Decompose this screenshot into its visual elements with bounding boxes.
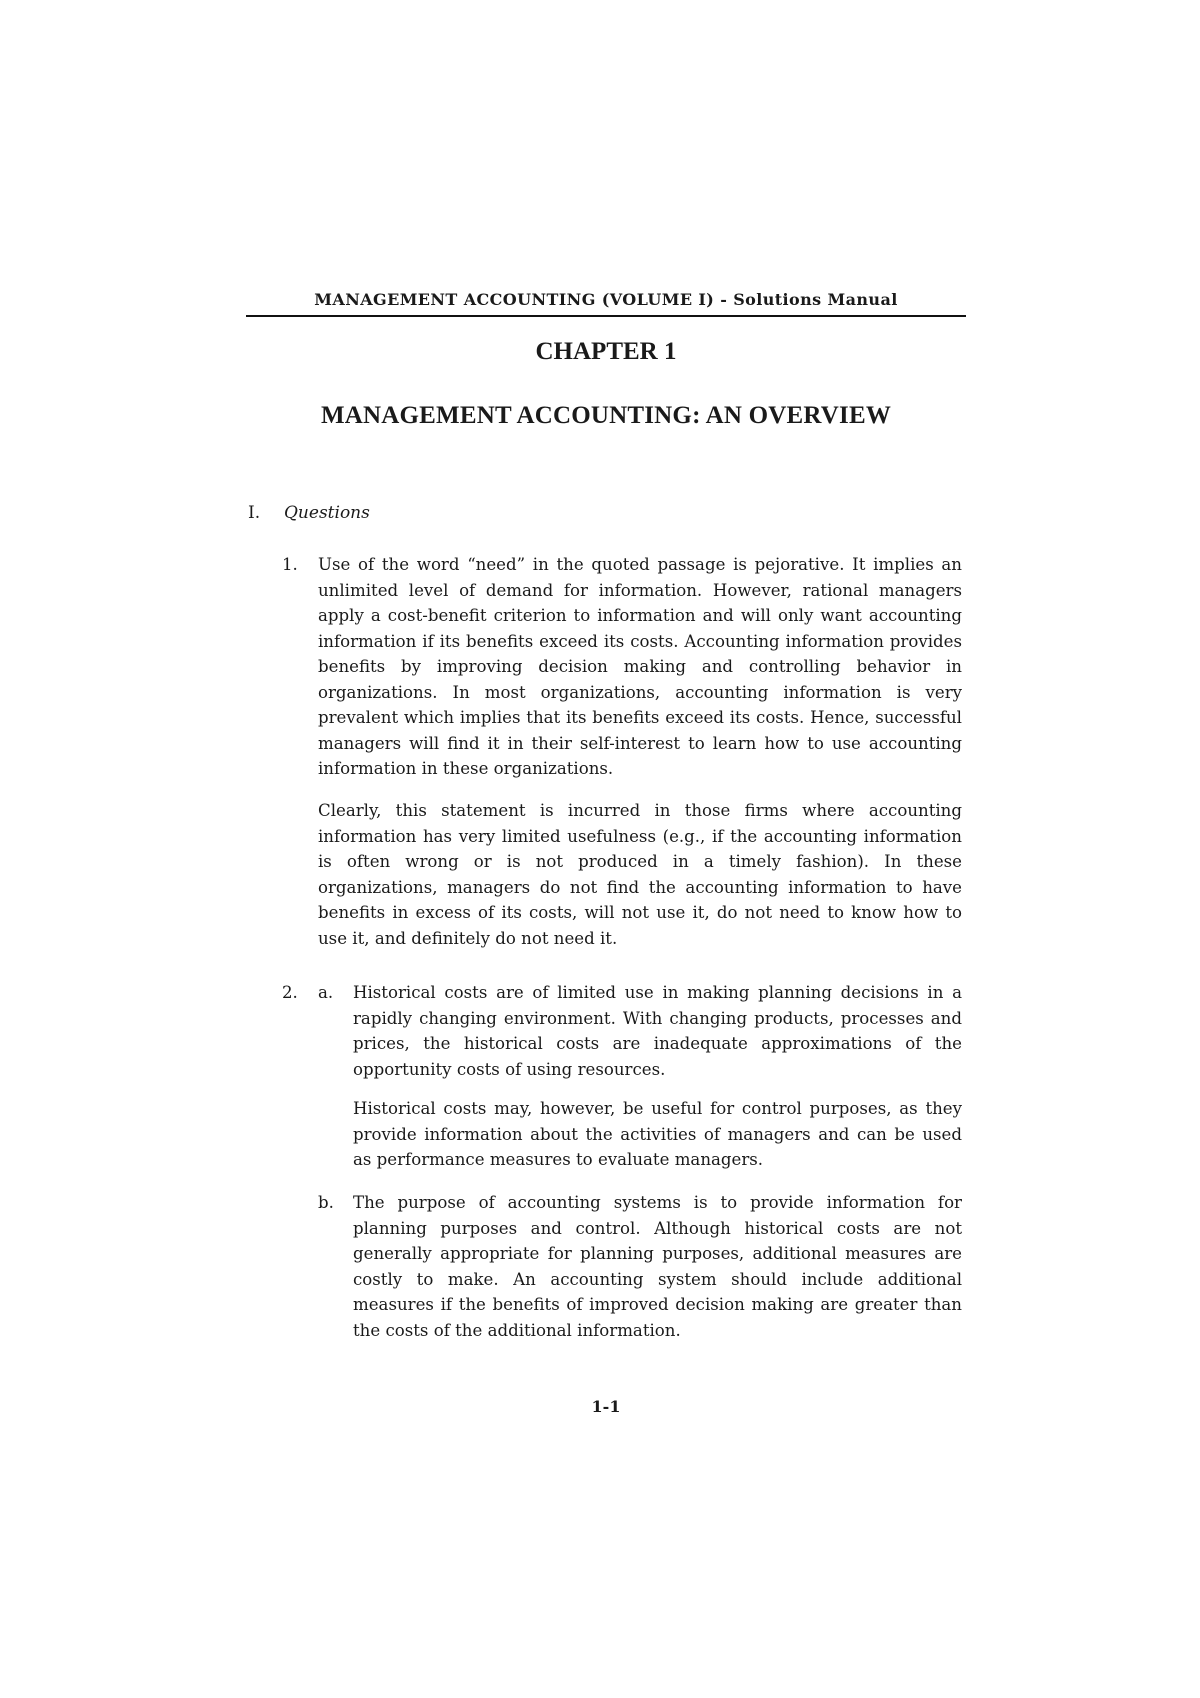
- section-heading: [248, 503, 370, 523]
- question-1-paragraph-2: Clearly, this statement is incurred in those firms where accounting information has very limited usefulness (e.g., if the accounting information is often wrong or is not produced in a timely fashion). In these organizations, managers do not find the accounting information to have benefits in excess of its costs, will not use it, do not need to know how to use it, and definitely do not need it.: [318, 801, 962, 948]
- running-header: MANAGEMENT ACCOUNTING (VOLUME I) - Solutions Manual: [314, 290, 898, 309]
- question-2b-letter: b.: [318, 1193, 334, 1212]
- chapter-subtitle: MANAGEMENT ACCOUNTING: AN OVERVIEW: [320, 402, 892, 429]
- question-2a-letter: a.: [318, 983, 334, 1002]
- question-2-number: 2.: [282, 983, 298, 1002]
- section-number: I.: [248, 503, 261, 523]
- page-number: 1-1: [591, 1397, 621, 1416]
- section-label: Questions: [284, 503, 370, 523]
- question-1-paragraph-1: Use of the word “need” in the quoted passage is pejorative. It implies an unlimited level of demand for information. However, rational managers apply a cost-benefit criterion to information and will only want accounting information if its benefits exceed its costs. Accounting information provides benefits by improving decision making and controlling behavior in organizations. In most organizations, accounting information is very prevalent which implies that its benefits exceed its costs. Hence, successful managers will find it in their self-interest to learn how to use accounting information in these organizations.: [318, 555, 962, 778]
- question-2a-paragraph-1: Historical costs are of limited use in making planning decisions in a rapidly changing environment. With changing products, processes and prices, the historical costs are inadequate approximations of the opportunity costs of using resources.: [353, 983, 962, 1079]
- question-1-number: 1.: [282, 555, 298, 574]
- header-rule: [246, 315, 966, 317]
- question-2b-paragraph-1: The purpose of accounting systems is to provide information for planning purposes and control. Although historical costs are not generally appropriate for planning purposes, additional measures are costly to make. An accounting system should include additional measures if the benefits of improved decision making are greater than the costs of the additional information.: [353, 1193, 962, 1340]
- question-2a-paragraph-2: Historical costs may, however, be useful for control purposes, as they provide information about the activities of managers and can be used as performance measures to evaluate managers.: [353, 1099, 962, 1169]
- chapter-title: CHAPTER 1: [535, 338, 677, 365]
